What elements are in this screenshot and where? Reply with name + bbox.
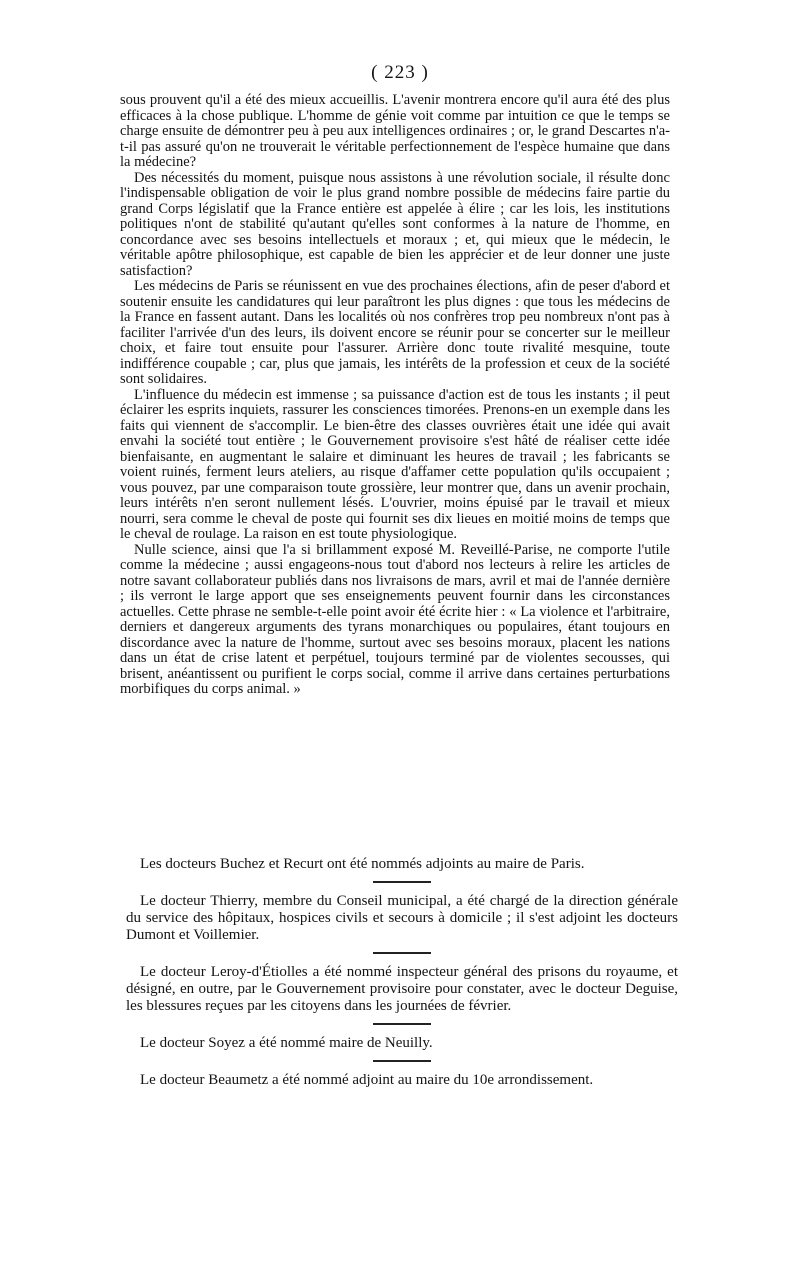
separator-rule	[373, 1023, 431, 1025]
separator-rule	[373, 1060, 431, 1062]
paragraph-2: Des nécessités du moment, puisque nous assistons à une révolution sociale, il résulte donc l'indispensable obligation de voir le plus grand nombre possible de médecins faire partie du grand Corps législatif que la France entière est appelée à élire ; car les lois, les institutions politiques n'ont de stabilité qu'autant qu'elles sont conformes à la nature de l'homme, en concordance avec ses besoins intellectuels et moraux ; et, qui mieux que le médecin, le véritable apôtre philosophique, est capable de bien les apprécier et de leur donner une juste satisfaction?	[120, 169, 670, 279]
page-number: ( 223 )	[371, 62, 429, 83]
separator-rule	[373, 881, 431, 883]
announcements	[126, 856, 678, 1089]
separator-rule	[373, 952, 431, 954]
announcement-4: Le docteur Soyez a été nommé maire de Neuilly.	[140, 1035, 433, 1051]
announcement-5: Le docteur Beaumetz a été nommé adjoint au maire du 10e arrondissement.	[140, 1072, 594, 1088]
paragraph-5: Nulle science, ainsi que l'a si brillamment exposé M. Reveillé-Parise, ne comporte l'utile comme la médecine ; aussi engageons-nous tout d'abord nos lecteurs à relire les articles de notre savant collaborateur publiés dans nos livraisons de mars, avril et mai de l'année dernière ; ils verront le large apport que ses enseignements peuvent fournir dans les circonstances actuelles. Cette phrase ne semble-t-elle point avoir été écrite hier : « La violence et l'arbitraire, derniers et dangereux arguments des tyrans monarchiques ou populaires, étant toujours en discordance avec la nature de l'homme, surtout avec ses besoins moraux, placent les nations dans un état de crise latent et perpétuel, toujours terminé par de violentes secousses, qui brisent, anéantissent ou purifient le corps social, comme il arrive dans certaines perturbations morbifiques du corps animal. »	[120, 541, 670, 697]
article-body	[120, 93, 670, 698]
announcement-3: Le docteur Leroy-d'Étiolles a été nommé inspecteur général des prisons du royaume, et désigné, en outre, par le Gouvernement provisoire pour constater, avec le docteur Deguise, les blessures reçues par les citoyens dans les journées de février.	[126, 964, 678, 1014]
paragraph-4: L'influence du médecin est immense ; sa puissance d'action est de tous les instants ; il peut éclairer les esprits inquiets, rassurer les consciences timorées. Prenons-en un exemple dans les faits qui viennent de s'accomplir. Le bien-être des classes ouvrières était une idée qui avait envahi la société tout entière ; le Gouvernement provisoire s'est hâté de réaliser cette idée bienfaisante, en augmentant le salaire et diminuant les heures de travail ; les fabricants se voient ruinés, ferment leurs ateliers, au risque d'affamer cette population qu'ils occupaient ; vous pouvez, par une comparaison toute grossière, leur montrer que, dans un avenir prochain, leurs intérêts n'en seront nullement lésés. L'ouvrier, moins épuisé par le travail et mieux nourri, sera comme le cheval de poste qui fournit ses dix lieues en moitié moins de temps que le cheval de roulage. La raison en est toute physiologique.	[120, 386, 670, 542]
paragraph-1: sous prouvent qu'il a été des mieux accueillis. L'avenir montrera encore qu'il aura été des plus efficaces à la chose publique. L'homme de génie voit comme par intuition ce que le temps se charge ensuite de démontrer peu à peu aux intelligences ordinaires ; or, le grand Descartes n'a-t-il pas assuré qu'on ne trouverait le véritable perfectionnement de l'espèce humaine que dans la médecine?	[120, 92, 670, 170]
paragraph-3: Les médecins de Paris se réunissent en vue des prochaines élections, afin de peser d'abord et soutenir ensuite les candidatures qui leur paraîtront les plus dignes : que tous les médecins de la France en fassent autant. Dans les localités où nos confrères trop peu nombreux n'ont pas à faciliter l'arrivée d'un des leurs, ils doivent encore se réunir pour se concerter sur le meilleur choix, et faire tout ensuite pour l'assurer. Arrière donc toute rivalité mesquine, toute indifférence coupable ; car, plus que jamais, les intérêts de la profession et ceux de la société sont solidaires.	[120, 278, 670, 387]
announcement-1: Les docteurs Buchez et Recurt ont été nommés adjoints au maire de Paris.	[140, 856, 585, 872]
announcement-2: Le docteur Thierry, membre du Conseil municipal, a été chargé de la direction générale du service des hôpitaux, hospices civils et secours à domicile ; il s'est adjoint les docteurs Dumont et Voillemier.	[126, 893, 678, 943]
